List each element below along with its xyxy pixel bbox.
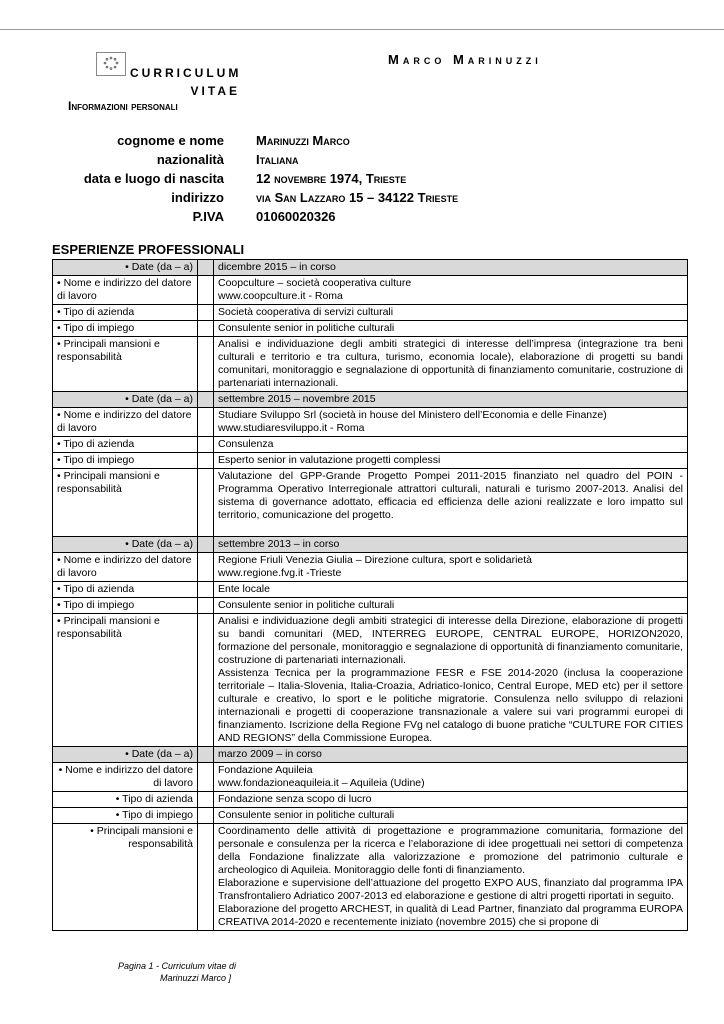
employer-web: www.regione.fvg.it -Trieste (218, 567, 342, 579)
table-row (53, 276, 688, 305)
table-row (53, 408, 688, 437)
experience-table (52, 259, 688, 931)
table-row (53, 598, 688, 614)
label-cell: • Nome e indirizzo del datore di lavoro (53, 408, 198, 437)
label-cell: • Tipo di azienda (53, 305, 198, 321)
value-cell (214, 553, 688, 582)
table-row (53, 763, 688, 792)
employer-name: Studiare Sviluppo Srl (società in house del Ministero dell’Economia e delle Finanze) (218, 409, 607, 421)
value-cell (214, 469, 688, 537)
info-row (56, 169, 458, 188)
value-cell: Analisi e individuazione degli ambiti strategici di interesse dell’impresa (integrazione tra beni culturali e territorio e tra cultura, turismo, economia locale), elaborazione di progetti su bandi comunitari, monitoraggio e segnalazione di opportunità di finanziamento comunitarie, costruzione di partenariati internazionali. (214, 337, 688, 392)
label-cell: • Principali mansioni e responsabilità (53, 824, 198, 931)
duties-text: Assistenza Tecnica per la programmazione FESR e FSE 2014-2020 (inclusa la cooperazione territoriale – Italia-Slovenia, Italia-Croazia, Adriatico-Ionico, Central Europe, MED etc) per il settore culturale e creativo, lo sport e le politiche migratorie. Consulenza nello sviluppo di relazioni internazionali e progetti di cooperazione transnazionale a valere sui vari programmi europei di finanziamento. Iscrizione della Regione FVg nel catalogo di buone pratiche “CULTURE FOR CITIES AND REGIONS” della Commissione Europea. (218, 667, 683, 744)
value-cell: settembre 2015 – novembre 2015 (214, 392, 688, 408)
table-row (53, 453, 688, 469)
value-cell (214, 408, 688, 437)
value-cell: marzo 2009 – in corso (214, 747, 688, 763)
section-title: ESPERIENZE PROFESSIONALI (52, 242, 245, 257)
table-row (53, 305, 688, 321)
employer-web: www.fondazioneaquileia.it – Aquileia (Udine) (218, 777, 425, 789)
label-cell: • Tipo di impiego (53, 808, 198, 824)
info-row (56, 131, 458, 150)
duties-text: Elaborazione e supervisione dell’attuazione del progetto EXPO AUS, finanziato dal programma IPA Transfrontaliero Adriatico 2007-2013 ed elaborazione e gestione di altri progetti riportati in seguito. (218, 877, 683, 902)
info-label: cognome e nome (117, 133, 224, 148)
info-label: data e luogo di nascita (83, 171, 224, 186)
employer-web: www.coopculture.it - Roma (218, 290, 343, 302)
employer-name: Coopculture – società cooperativa culture (218, 277, 412, 289)
info-row (56, 207, 458, 226)
label-cell: • Tipo di azienda (53, 582, 198, 598)
value-cell: Consulenza (214, 437, 688, 453)
label-cell: • Nome e indirizzo del datore di lavoro (53, 553, 198, 582)
table-row (53, 747, 688, 763)
duties-text: Analisi e individuazione degli ambiti strategici di interesse della Direzione, elaborazione di progetti su bandi comunitari (MED, INTERREG EUROPE, CENTRAL EUROPE, HORIZON2020, formazione del personale, monitoraggio e segnalazione di opportunità di finanziamento comunitarie, costruzione di partenariati internazionali. (218, 615, 683, 666)
employer-web: www.studiaresviluppo.it - Roma (218, 422, 365, 434)
value-cell: Consulente senior in politiche culturali (214, 808, 688, 824)
page-footer (118, 960, 236, 984)
value-cell (214, 824, 688, 931)
info-label: indirizzo (171, 190, 224, 205)
label-cell: • Date (da – a) (53, 747, 198, 763)
duties-text: Valutazione del GPP-Grande Progetto Pompei 2011-2015 finanziato nel quadro del POIN - Programma Operativo Interregionale attrattori culturali, naturali e turismo 2007-2013. Analisi del sistema di governance adottato, efficacia ed efficienza delle azioni realizzate e loro impatto sul territorio, comunicazione del progetto. (218, 470, 683, 521)
header-rule (0, 29, 724, 30)
label-cell: • Date (da – a) (53, 392, 198, 408)
table-row (53, 437, 688, 453)
value-cell: Consulente senior in politiche culturali (214, 598, 688, 614)
person-name: Marco Marinuzzi (388, 52, 542, 67)
value-cell: dicembre 2015 – in corso (214, 260, 688, 276)
label-cell: • Tipo di impiego (53, 598, 198, 614)
info-value: 12 novembre 1974, Trieste (256, 171, 407, 186)
table-row (53, 537, 688, 553)
label-cell: • Tipo di impiego (53, 321, 198, 337)
duties-text: Elaborazione del progetto ARCHEST, in qualità di Lead Partner, finanziato dal programma EUROPA CREATIVA 2014-2020 e recentemente iniziato (novembre 2015) che si propone di (218, 903, 683, 928)
table-row (53, 392, 688, 408)
value-cell (214, 276, 688, 305)
personal-info (56, 131, 458, 226)
info-row (56, 188, 458, 207)
table-row (53, 469, 688, 537)
employer-name: Fondazione Aquileia (218, 764, 313, 776)
value-cell: Esperto senior in valutazione progetti complessi (214, 453, 688, 469)
table-row (53, 260, 688, 276)
table-row (53, 792, 688, 808)
cv-title-line1: CURRICULUM (130, 66, 242, 80)
table-row (53, 321, 688, 337)
duties-text: Coordinamento delle attività di progettazione e programmazione comunitaria, formazione del personale e consulenza per la ricerca e l’elaborazione di idee progettuali nei settori di competenza della Fondazione finalizzate alla valorizzazione e promozione del patrimonio culturale e archeologico di Aquileia. Monitoraggio delle fonti di finanziamento. (218, 825, 683, 876)
label-cell: • Tipo di impiego (53, 453, 198, 469)
cv-title-line2: VITAE (190, 84, 240, 98)
employer-name: Regione Friuli Venezia Giulia – Direzione cultura, sport e solidarietà (218, 554, 532, 566)
label-cell: • Nome e indirizzo del datore di lavoro (53, 763, 198, 792)
label-cell: • Principali mansioni e responsabilità (53, 337, 198, 392)
label-cell: • Date (da – a) (53, 260, 198, 276)
table-row (53, 337, 688, 392)
label-cell: • Date (da – a) (53, 537, 198, 553)
info-label: P.IVA (192, 209, 224, 224)
info-value: Italiana (256, 152, 299, 167)
eu-flag-logo (96, 52, 126, 76)
label-cell: • Tipo di azienda (53, 792, 198, 808)
table-row (53, 808, 688, 824)
value-cell: settembre 2013 – in corso (214, 537, 688, 553)
cv-title (130, 64, 240, 100)
value-cell (214, 763, 688, 792)
value-cell (214, 614, 688, 747)
value-cell: Fondazione senza scopo di lucro (214, 792, 688, 808)
label-cell: • Tipo di azienda (53, 437, 198, 453)
value-cell: Società cooperativa di servizi culturali (214, 305, 688, 321)
label-cell: • Principali mansioni e responsabilità (53, 469, 198, 537)
label-cell: • Principali mansioni e responsabilità (53, 614, 198, 747)
info-value: Marinuzzi Marco (256, 133, 350, 148)
table-row (53, 553, 688, 582)
table-row (53, 614, 688, 747)
footer-line2: Marinuzzi Marco ] (160, 973, 232, 983)
personal-info-heading: Informazioni personali (68, 99, 178, 113)
footer-line1: Pagina 1 - Curriculum vitae di (118, 961, 237, 971)
info-row (56, 150, 458, 169)
info-value: 01060020326 (256, 209, 336, 224)
table-row (53, 824, 688, 931)
label-cell: • Nome e indirizzo del datore di lavoro (53, 276, 198, 305)
info-value: via San Lazzaro 15 – 34122 Trieste (256, 190, 459, 205)
value-cell: Consulente senior in politiche culturali (214, 321, 688, 337)
value-cell: Ente locale (214, 582, 688, 598)
table-row (53, 582, 688, 598)
info-label: nazionalità (156, 152, 224, 167)
